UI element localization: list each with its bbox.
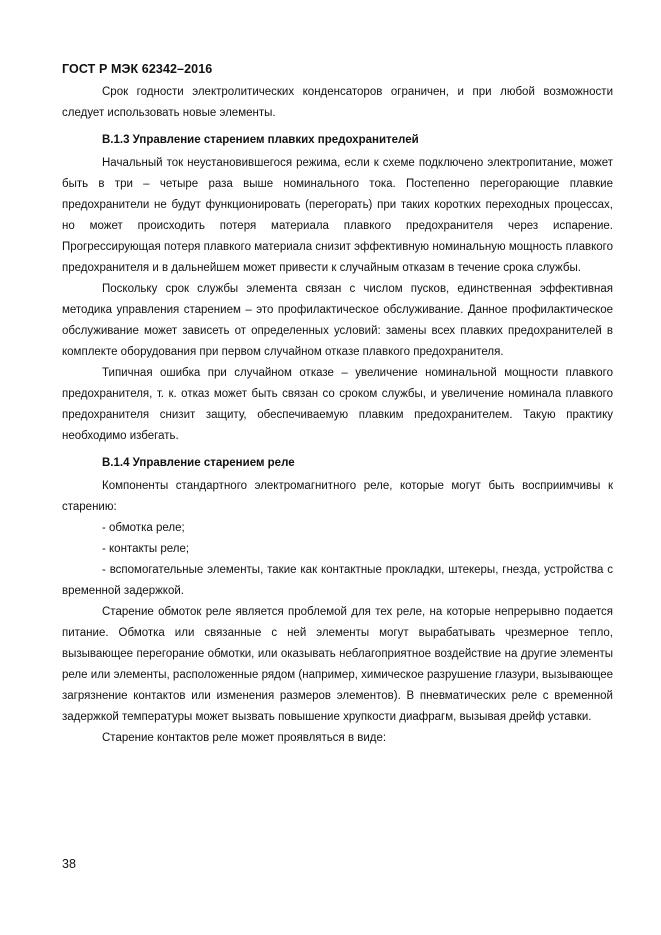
paragraph-relay-components: Компоненты стандартного электромагнитного реле, которые могут быть восприимчивы к старению:: [62, 480, 613, 513]
paragraph-relay-coils: Старение обмоток реле является проблемой для тех реле, на которые непрерывно подается питание. Обмотка или связанные с ней элементы могут вырабатывать чрезмерное тепло, вызывающее перегорание обмотки, или оказывать неблагоприятное воздействие на другие элементы реле или элементы, расположенные рядом (например, химическое разрушение глазури, вызывающее загрязнение контактов или изменения размеров элементов). В пневматических реле с временной задержкой температуры может вызвать повышение хрупкости диафрагм, вызывая дрейф уставки.: [62, 606, 613, 723]
section-heading-relays: В.1.4 Управление старением реле: [102, 457, 295, 469]
paragraph-fuses-error: Типичная ошибка при случайном отказе – увеличение номинальной мощности плавкого предохранителя, т. к. отказ может быть связан со сроком службы, и увеличение номинала плавкого предохранителя снизит защиту, обеспечиваемую плавким предохранителем. Такую практику необходимо избегать.: [62, 367, 613, 442]
paragraph-capacitors: Срок годности электролитических конденсаторов ограничен, и при любой возможности следует использовать новые элементы.: [62, 86, 613, 119]
standard-header: ГОСТ Р МЭК 62342–2016: [62, 62, 213, 76]
list-item: - обмотка реле;: [102, 522, 185, 534]
paragraph-fuses-inrush: Начальный ток неустановившегося режима, если к схеме подключено электропитание, может быть в три – четыре раза выше номинального тока. Постепенно перегорающие плавкие предохранители не будут функционировать (перегорать) при таких коротких переходных процессах, но может происходить потеря материала плавкого предохранителя через испарение. Прогрессирующая потеря плавкого материала снизит эффективную номинальную мощность плавкого предохранителя и в дальнейшем может привести к случайным отказам в течение срока службы.: [62, 157, 613, 274]
list-item: - контакты реле;: [102, 543, 190, 555]
page-number: 38: [62, 857, 76, 871]
paragraph-relay-contacts: Старение контактов реле может проявляться в виде:: [102, 732, 387, 744]
section-heading-fuses: В.1.3 Управление старением плавких предохранителей: [102, 134, 419, 146]
paragraph-fuses-maintenance: Поскольку срок службы элемента связан с числом пусков, единственная эффективная методика управления старением – это профилактическое обслуживание. Данное профилактическое обслуживание может зависеть от определенных условий: замены всех плавких предохранителей в комплекте оборудования при первом случайном отказе плавкого предохранителя.: [62, 283, 613, 358]
page-body: [62, 82, 613, 749]
list-item: - вспомогательные элементы, такие как контактные прокладки, штекеры, гнезда, устройства с временной задержкой.: [62, 564, 613, 597]
